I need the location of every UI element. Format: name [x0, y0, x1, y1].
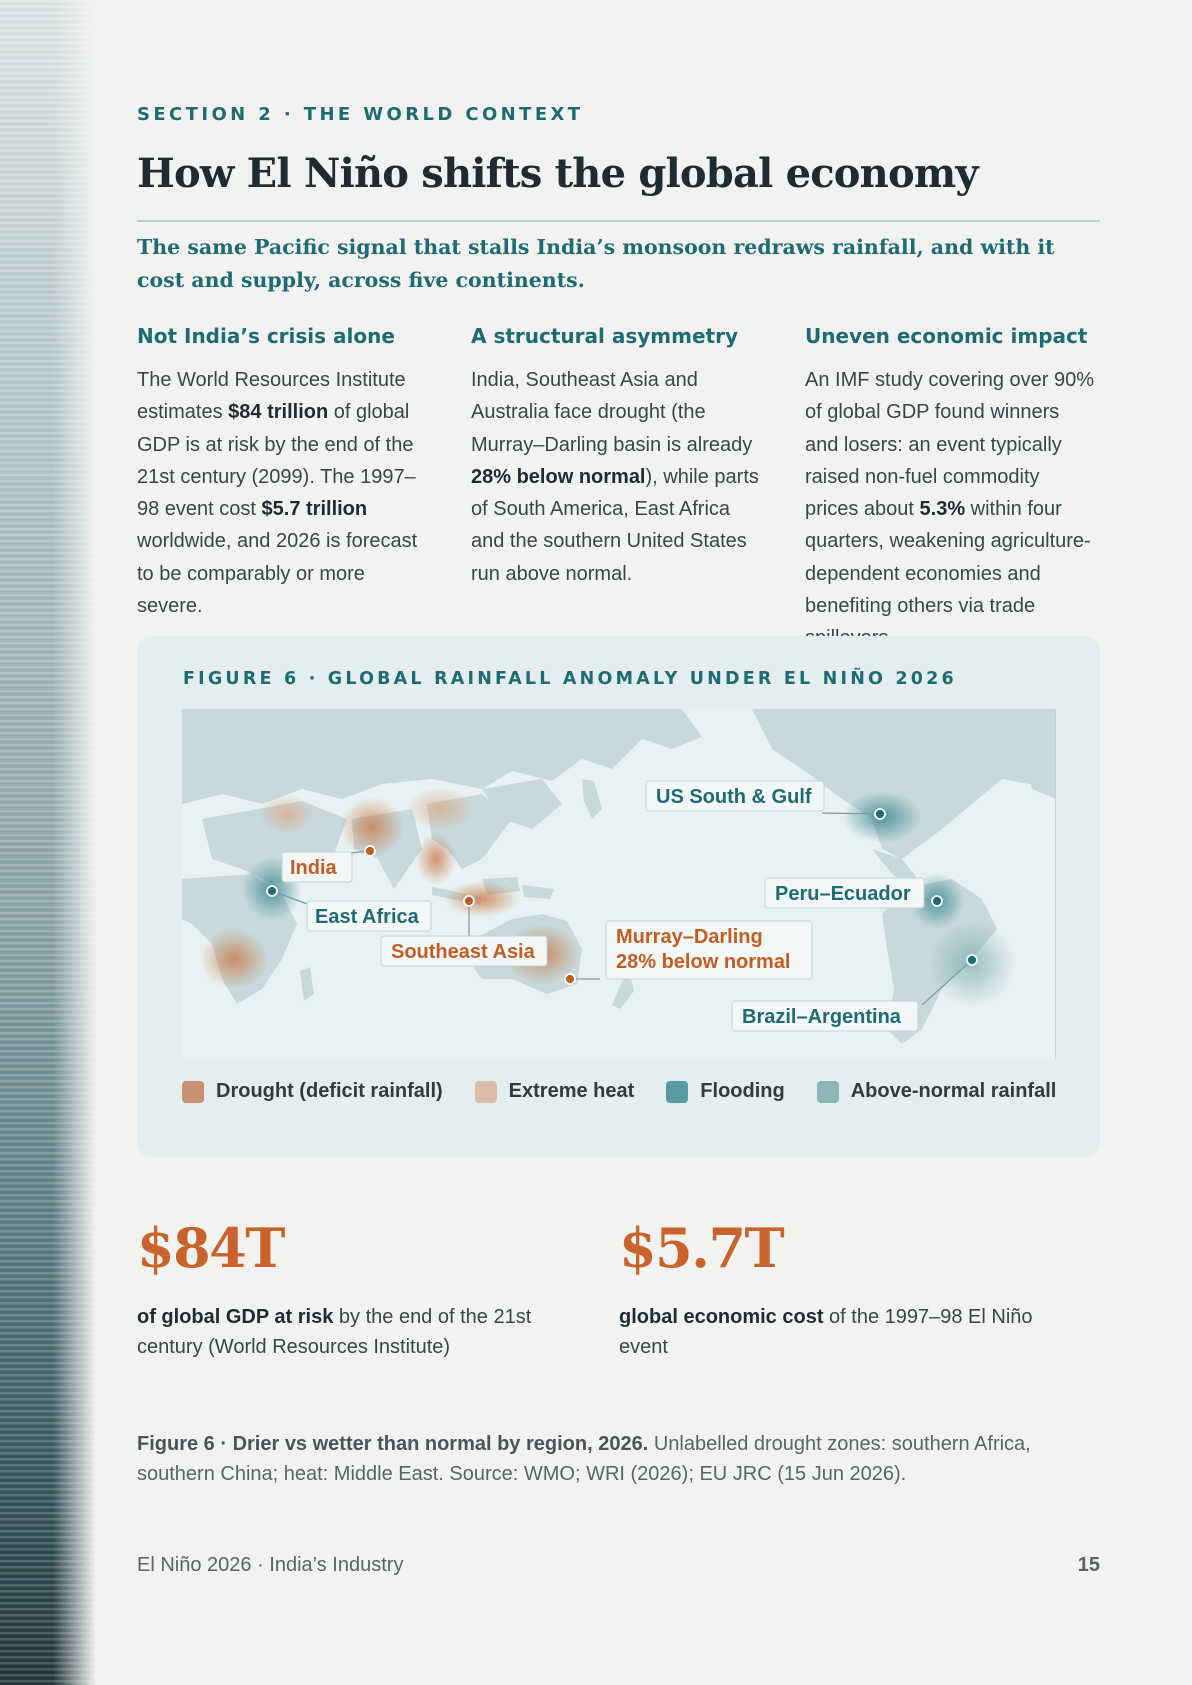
stat-economic-cost — [619, 1218, 1039, 1362]
legend-swatch — [475, 1081, 497, 1103]
label-southeast-asia — [381, 936, 547, 966]
body-text: within four quarters, weakening agriculture-dependent economies and benefiting others via trade — [805, 498, 1091, 618]
anomaly-drought-southeast-asia — [444, 881, 520, 917]
body-text: The World Resources Institute estimates — [137, 369, 406, 424]
title-divider — [137, 220, 1100, 222]
anomaly-drought-southern-africa — [200, 929, 268, 989]
stat-emphasis: global economic cost — [619, 1306, 824, 1328]
column-heading: Uneven economic impact — [805, 324, 1088, 348]
label-india — [282, 852, 352, 882]
body-text: India, Southeast Asia and Australia face drought (the Murray–Darling basin is already — [471, 369, 753, 456]
stat-rest: by the end of the 21st century (World Resources Institute) — [137, 1306, 532, 1358]
svg-text:Murray–Darling: Murray–Darling — [616, 926, 763, 948]
stat-value: $5.7T — [619, 1216, 784, 1280]
emphasis-text: $84 trillion — [228, 401, 329, 424]
label-murray-darling — [606, 921, 812, 979]
stat-rest: of the 1997–98 El Niño event — [619, 1306, 1033, 1358]
anomaly-heat-middle-east — [259, 794, 315, 834]
column-structural-asymmetry — [471, 324, 763, 590]
legend-label: Flooding — [700, 1080, 785, 1102]
marker-peru-ecuador — [932, 896, 942, 906]
legend-swatch — [666, 1081, 688, 1103]
stat-gdp-at-risk — [137, 1218, 557, 1362]
marker-southeast-asia — [464, 896, 474, 906]
stat-description — [137, 1302, 557, 1362]
stat-emphasis: of global GDP at risk — [137, 1306, 334, 1328]
legend-item-drought — [182, 1080, 443, 1103]
column-body — [805, 364, 1097, 655]
svg-text:Southeast Asia: Southeast Asia — [391, 941, 535, 963]
svg-text:East Africa: East Africa — [315, 906, 419, 928]
decorative-sea-strip — [0, 0, 96, 1685]
body-text: An IMF study covering over 90% of global GDP found winners and losers: an event typically raised non-fuel commodity prices about — [805, 369, 1095, 521]
legend-label: Above-normal rainfall — [850, 1080, 1057, 1102]
marker-india — [365, 846, 375, 856]
section-eyebrow: SECTION 2 · THE WORLD CONTEXT — [137, 104, 584, 125]
emphasis-text: 28% below normal — [471, 465, 646, 488]
figure-label: FIGURE 6 · GLOBAL RAINFALL ANOMALY UNDER EL NIÑO 2026 — [183, 669, 957, 689]
legend-item-flooding — [666, 1080, 784, 1103]
svg-text:28% below normal: 28% below normal — [616, 951, 791, 973]
legend-item-heat — [475, 1080, 635, 1103]
marker-us-south — [875, 809, 885, 819]
label-brazil-argentina — [732, 1001, 918, 1031]
rainfall-anomaly-map — [182, 709, 1056, 1059]
legend-swatch — [817, 1081, 839, 1103]
caption-text: Unlabelled drought zones: southern Africa, southern China; heat: Middle East. Source: WMO; WRI (2026); EU JRC (15 Jun 2026). — [137, 1433, 1031, 1485]
column-not-india-alone — [137, 324, 429, 622]
emphasis-text: 5.3% — [919, 498, 966, 521]
caption-title: Figure 6 · Drier vs wetter than normal by region, 2026. — [137, 1433, 649, 1455]
svg-text:Brazil–Argentina: Brazil–Argentina — [742, 1006, 901, 1028]
figure-caption — [137, 1429, 1100, 1489]
legend-label: Extreme heat — [508, 1080, 635, 1102]
legend-swatch — [182, 1081, 204, 1103]
svg-text:India: India — [290, 857, 337, 879]
marker-brazil-argentina — [967, 955, 977, 965]
emphasis-text: $5.7 trillion — [261, 498, 368, 521]
body-text: worldwide, and 2026 is forecast to be comparably or more severe. — [137, 530, 418, 618]
map-legend — [182, 1080, 1056, 1103]
page-title: How El Niño shifts the global economy — [137, 150, 978, 197]
label-east-africa — [307, 901, 431, 931]
column-heading: Not India’s crisis alone — [137, 324, 395, 348]
anomaly-drought-south-china — [416, 833, 456, 885]
anomaly-heat-central-asia — [406, 787, 474, 831]
stat-value: $84T — [137, 1216, 284, 1280]
section-lede: The same Pacific signal that stalls India’s monsoon redraws rainfall, and with it cost and supply, across five continents. — [137, 235, 1055, 292]
marker-east-africa — [267, 886, 277, 896]
column-body — [471, 364, 763, 590]
page-number: 15 — [1077, 1554, 1100, 1576]
label-us-south — [646, 781, 824, 811]
svg-text:Peru–Ecuador: Peru–Ecuador — [775, 883, 911, 905]
footer-publication: El Niño 2026 · India’s Industry — [137, 1554, 404, 1576]
marker-murray-darling — [565, 974, 575, 984]
column-body — [137, 364, 429, 622]
label-peru-ecuador — [765, 878, 924, 908]
body-text: of global GDP is at risk by the end of the 21st century (2099). The 1997–98 event cost — [137, 401, 416, 521]
stat-description — [619, 1302, 1039, 1362]
legend-item-above-normal — [817, 1080, 1057, 1103]
body-text: ), while parts of South America, East Africa and the southern United States run above normal. — [471, 465, 759, 585]
legend-label: Drought (deficit rainfall) — [216, 1080, 443, 1102]
svg-text:US South & Gulf: US South & Gulf — [656, 786, 812, 808]
column-heading: A structural asymmetry — [471, 324, 738, 348]
column-economic-impact — [805, 324, 1097, 655]
